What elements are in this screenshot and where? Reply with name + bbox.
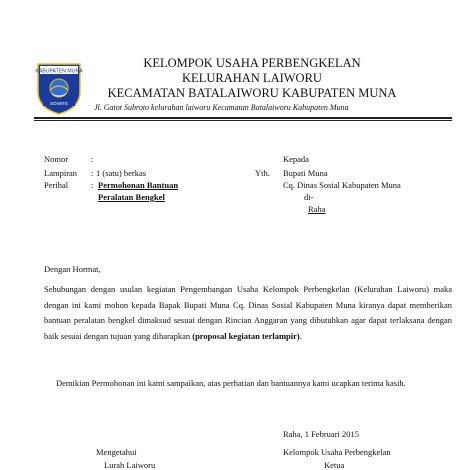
place-date: Raha, 1 Februari 2015 xyxy=(283,429,360,439)
lampiran-colon: : xyxy=(91,168,94,178)
kecamatan-name: KECAMATAN BATALAIWORU KABUPATEN MUNA xyxy=(107,86,397,100)
left-signer-role: Lurah Laiworu xyxy=(104,460,156,470)
greeting: Dengan Hormat, xyxy=(44,264,101,274)
lampiran-value: 1 (satu) berkas xyxy=(96,168,147,178)
body-paragraph-1 xyxy=(44,282,452,344)
recipient-place: Raha xyxy=(308,204,326,214)
para1-bold: (proposal kegiatan terlampir) xyxy=(192,330,300,341)
perihal-line1: Permohonan Bantuan xyxy=(98,180,179,190)
para1-text: Sehubungan dengan usulan kegiatan Pengembangan Usaha Kelompok Perbengkelan (Kelurahan Laiworu) maka dengan ini kami mohon kepada Bapak Bupati Muna Cq. Dinas Sosial Kabupaten Muna kiranya dapat memberikan bantuan peralatan bengkel dimaksud sesuai dengan Rincian Anggaran yang dibutuhkan agar dapat terlaksana dengan baik sesuai dengan tujuan yang diharapkan xyxy=(44,284,452,341)
header-rule-thick xyxy=(34,117,452,119)
recipient-cq: Cq. Dinas Sosial Kabupaten Muna xyxy=(283,180,401,190)
lampiran-label: Lampiran xyxy=(44,168,78,178)
kepada-label: Kepada xyxy=(283,154,309,164)
right-signer-title: Kelompok Usaha Perbengkelan xyxy=(283,447,391,457)
org-address: Jl. Gatot Subroto kelurahan laiworu Kecamatan Batalaiworu Kabupaten Muna xyxy=(94,103,349,112)
body-paragraph-2 xyxy=(44,376,452,392)
recipient-di: di- xyxy=(304,192,314,202)
nomor-colon: : xyxy=(91,154,94,164)
left-signer-title: Mengetahui xyxy=(96,447,137,457)
perihal-label: Perihal xyxy=(44,180,69,190)
para1-end: . xyxy=(299,330,302,341)
yth-label: Yth. xyxy=(255,168,270,178)
header-rule-thin xyxy=(34,120,452,121)
recipient-name: Bupati Muna xyxy=(283,168,328,178)
org-name: KELOMPOK USAHA PERBENGKELAN xyxy=(143,56,361,70)
perihal-colon: : xyxy=(91,180,94,190)
perihal-line2: Peralatan Bengkel xyxy=(98,192,165,202)
kelurahan-name: KELURAHAN LAIWORU xyxy=(182,71,322,85)
nomor-label: Nomor xyxy=(44,154,69,164)
right-signer-role: Ketua xyxy=(324,460,345,470)
logo-bottom-text: SOWITE xyxy=(49,100,69,106)
para2-text: Demikian Permohonan ini kami sampaikan, atas perhatian dan bantuannya kami ucapkan terima kasih. xyxy=(56,378,406,388)
logo-top-text: KABUPATEN MUNA xyxy=(35,68,83,75)
